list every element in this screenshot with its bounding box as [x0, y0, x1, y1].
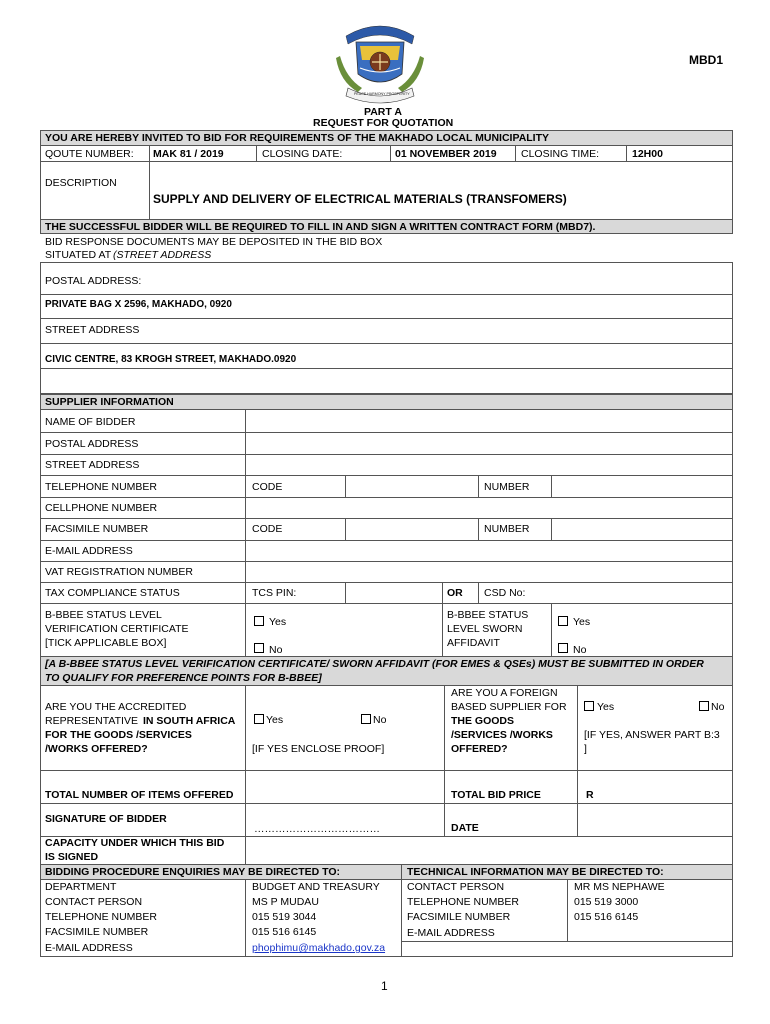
accredited-no-label: No: [373, 714, 387, 726]
foreign-line-4: /SERVICES /WORKS: [451, 729, 553, 741]
answer-part-b-line-2: ]: [584, 743, 587, 755]
telephone-code-label: CODE: [252, 481, 283, 493]
bbbee-cert-yes-checkbox[interactable]: [254, 616, 264, 626]
deposit-line-2-prefix: SITUATED AT: [45, 249, 112, 261]
postal-address-label: POSTAL ADDRESS:: [45, 275, 142, 287]
name-of-bidder-label: NAME OF BIDDER: [45, 416, 136, 428]
quote-number-label: QOUTE NUMBER:: [45, 148, 134, 160]
total-price-label: TOTAL BID PRICE: [451, 789, 541, 801]
closing-time-value: 12H00: [632, 148, 663, 160]
accredited-line-4: /WORKS OFFERED?: [45, 743, 148, 755]
signature-label: SIGNATURE OF BIDDER: [45, 813, 167, 825]
accredited-line-1: ARE YOU THE ACCREDITED: [45, 701, 187, 713]
seal-text-bottom: PEACE HARMONY PROSPERITY: [354, 92, 410, 96]
procedure-label-contact: CONTACT PERSON: [45, 896, 143, 908]
technical-value-telephone: 015 519 3000: [574, 896, 639, 908]
closing-date-value: 01 NOVEMBER 2019: [395, 148, 497, 160]
telephone-label: TELEPHONE NUMBER: [45, 481, 158, 493]
invite-heading: YOU ARE HEREBY INVITED TO BID FOR REQUIREMENTS OF THE MAKHADO LOCAL MUNICIPALITY: [45, 132, 550, 144]
procedure-value-fax: 015 516 6145: [252, 926, 317, 938]
foreign-line-3: THE GOODS: [451, 715, 515, 727]
supplier-postal-label: POSTAL ADDRESS: [45, 438, 139, 450]
bbbee-cert-no-checkbox[interactable]: [254, 643, 264, 653]
capacity-line-2: IS SIGNED: [45, 851, 99, 863]
affidavit-yes-checkbox[interactable]: [558, 616, 568, 626]
technical-heading: TECHNICAL INFORMATION MAY BE DIRECTED TO:: [407, 866, 664, 878]
seal-text-top: MAKHADO: [362, 20, 399, 27]
foreign-line-1: ARE YOU A FOREIGN: [451, 687, 558, 699]
csd-label: CSD No:: [484, 587, 526, 599]
foreign-yes-checkbox[interactable]: [584, 701, 594, 711]
cellphone-label: CELLPHONE NUMBER: [45, 502, 158, 514]
procedure-label-department: DEPARTMENT: [45, 881, 117, 893]
affidavit-no-label: No: [573, 644, 587, 656]
technical-value-fax: 015 516 6145: [574, 911, 639, 923]
affidavit-line-1: B-BBEE STATUS: [447, 609, 529, 621]
procedure-email-link[interactable]: phophimu@makhado.gov.za: [252, 942, 386, 954]
accredited-yes-checkbox[interactable]: [254, 714, 264, 724]
bbbee-cert-line-3: [TICK APPLICABLE BOX]: [45, 637, 167, 649]
bbbee-note-line-1: [A B-BBEE STATUS LEVEL VERIFICATION CERTIFICATE/ SWORN AFFIDAVIT (FOR EMES & QSEs) MUST BE SUBMITTED IN ORDER: [45, 658, 704, 670]
municipal-seal: [332, 12, 428, 106]
fax-label: FACSIMILE NUMBER: [45, 523, 149, 535]
foreign-no-label: No: [711, 701, 725, 713]
foreign-no-checkbox[interactable]: [699, 701, 709, 711]
procedure-value-telephone: 015 519 3044: [252, 911, 317, 923]
procedure-label-fax: FACSIMILE NUMBER: [45, 926, 149, 938]
affidavit-yes-label: Yes: [573, 616, 591, 628]
contract-note: THE SUCCESSFUL BIDDER WILL BE REQUIRED TO FILL IN AND SIGN A WRITTEN CONTRACT FORM (MBD7).: [45, 221, 596, 233]
postal-address-value: PRIVATE BAG X 2596, MAKHADO, 0920: [45, 299, 232, 310]
supplier-street-label: STREET ADDRESS: [45, 459, 140, 471]
capacity-line-1: CAPACITY UNDER WHICH THIS BID: [45, 837, 225, 849]
technical-label-fax: FACSIMILE NUMBER: [407, 911, 511, 923]
technical-value-contact: MR MS NEPHAWE: [574, 881, 665, 893]
or-label: OR: [447, 587, 463, 599]
enclose-proof-note: [IF YES ENCLOSE PROOF]: [252, 743, 385, 755]
affidavit-line-3: AFFIDAVIT: [447, 637, 500, 649]
supplier-heading: SUPPLIER INFORMATION: [45, 396, 174, 408]
currency-label: R: [586, 789, 594, 801]
total-items-label: TOTAL NUMBER OF ITEMS OFFERED: [45, 789, 234, 801]
affidavit-no-checkbox[interactable]: [558, 643, 568, 653]
email-label: E-MAIL ADDRESS: [45, 545, 133, 557]
street-address-value: CIVIC CENTRE, 83 KROGH STREET, MAKHADO.0920: [45, 354, 297, 365]
date-label: DATE: [451, 822, 479, 834]
fax-number-label: NUMBER: [484, 523, 530, 535]
procedure-value-department: BUDGET AND TREASURY: [252, 881, 380, 893]
bbbee-cert-no-label: No: [269, 644, 283, 656]
vat-label: VAT REGISTRATION NUMBER: [45, 566, 193, 578]
technical-label-telephone: TELEPHONE NUMBER: [407, 896, 520, 908]
description-label: DESCRIPTION: [45, 177, 117, 189]
accredited-line-2a: REPRESENTATIVE: [45, 715, 138, 727]
technical-label-contact: CONTACT PERSON: [407, 881, 505, 893]
deposit-line-1: BID RESPONSE DOCUMENTS MAY BE DEPOSITED IN THE BID BOX: [45, 236, 383, 248]
closing-time-label: CLOSING TIME:: [521, 148, 599, 160]
street-address-label: STREET ADDRESS: [45, 324, 140, 336]
telephone-number-label: NUMBER: [484, 481, 530, 493]
page-title: REQUEST FOR QUOTATION: [313, 117, 454, 129]
bbbee-cert-line-1: B-BBEE STATUS LEVEL: [45, 609, 162, 621]
tax-compliance-label: TAX COMPLIANCE STATUS: [45, 587, 180, 599]
page-number: 1: [381, 979, 388, 993]
bbbee-cert-yes-label: Yes: [269, 616, 287, 628]
bbbee-cert-line-2: VERIFICATION CERTIFICATE: [45, 623, 189, 635]
accredited-line-3: FOR THE GOODS /SERVICES: [45, 729, 192, 741]
closing-date-label: CLOSING DATE:: [262, 148, 343, 160]
accredited-yes-label: Yes: [266, 714, 284, 726]
procedure-label-telephone: TELEPHONE NUMBER: [45, 911, 158, 923]
affidavit-line-2: LEVEL SWORN: [447, 623, 523, 635]
procedure-heading: BIDDING PROCEDURE ENQUIRIES MAY BE DIRECTED TO:: [45, 866, 341, 878]
foreign-line-5: OFFERED?: [451, 743, 508, 755]
answer-part-b-line-1: [IF YES, ANSWER PART B:3: [584, 729, 720, 741]
form-code: MBD1: [689, 53, 724, 67]
fax-code-label: CODE: [252, 523, 283, 535]
accredited-no-checkbox[interactable]: [361, 714, 371, 724]
foreign-yes-label: Yes: [597, 701, 615, 713]
technical-label-email: E-MAIL ADDRESS: [407, 927, 495, 939]
part-label: PART A: [364, 106, 402, 118]
tcs-pin-label: TCS PIN:: [252, 587, 297, 599]
accredited-line-2b: IN SOUTH AFRICA: [143, 715, 236, 727]
signature-line[interactable]: ………………………………: [254, 823, 380, 835]
quote-number-value: MAK 81 / 2019: [153, 148, 224, 160]
description-value: SUPPLY AND DELIVERY OF ELECTRICAL MATERIALS (TRANSFOMERS): [153, 192, 567, 206]
procedure-label-email: E-MAIL ADDRESS: [45, 942, 133, 954]
procedure-value-contact: MS P MUDAU: [252, 896, 319, 908]
deposit-line-2-italic: (STREET ADDRESS: [113, 249, 212, 261]
bbbee-note-line-2: TO QUALIFY FOR PREFERENCE POINTS FOR B-BBEE]: [45, 672, 322, 684]
foreign-line-2: BASED SUPPLIER FOR: [451, 701, 567, 713]
